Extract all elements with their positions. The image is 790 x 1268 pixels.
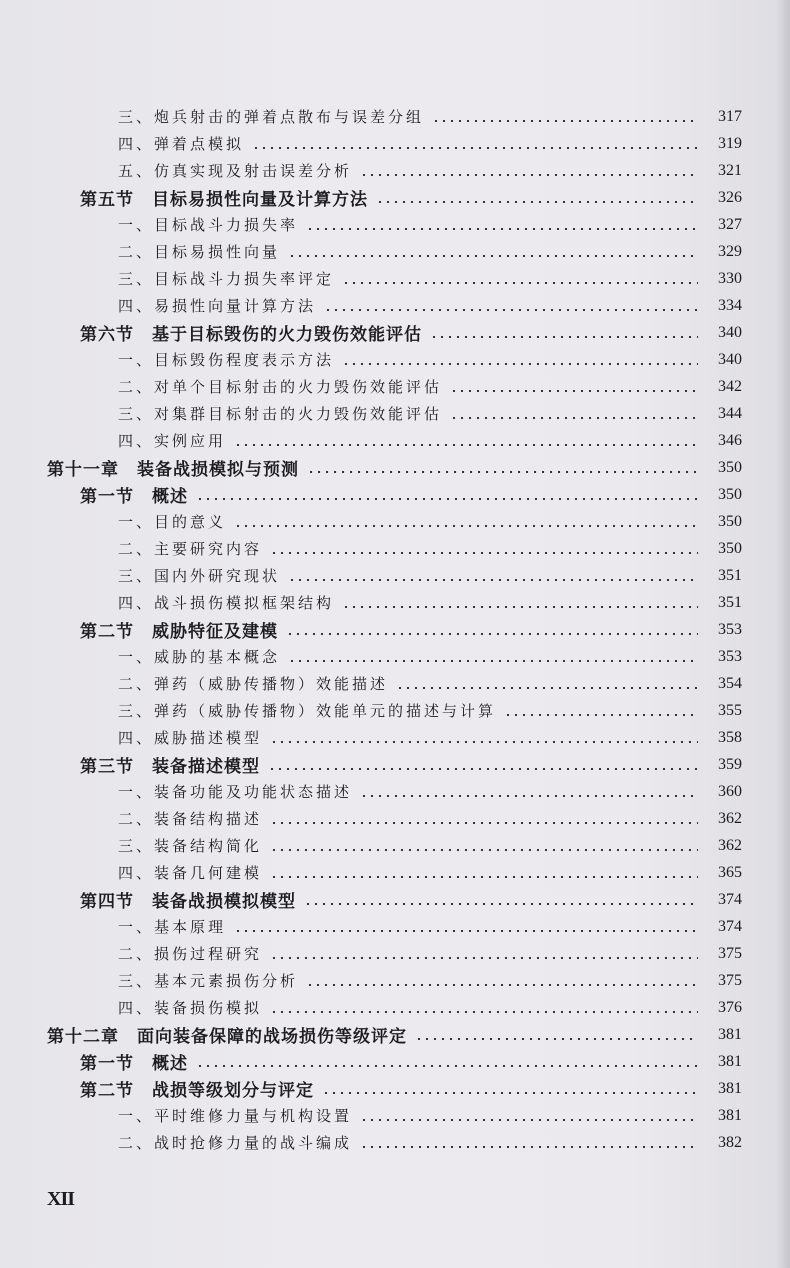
toc-subsection-entry bbox=[0, 535, 790, 562]
leader-dots bbox=[252, 147, 698, 149]
leader-dots bbox=[307, 471, 698, 473]
toc-subsection-entry bbox=[0, 913, 790, 940]
toc-page-number: 375 bbox=[718, 971, 742, 989]
leader-dots bbox=[396, 687, 698, 689]
toc-page-number: 334 bbox=[718, 296, 742, 314]
toc-subsection-entry bbox=[0, 1129, 790, 1156]
toc-page-number: 359 bbox=[718, 755, 742, 773]
leader-dots bbox=[360, 1146, 698, 1148]
toc-subsection-entry bbox=[0, 373, 790, 400]
toc-subsection-entry bbox=[0, 346, 790, 373]
toc-entry-title: 二、对单个目标射击的火力毁伤效能评估 bbox=[118, 378, 443, 396]
toc-page-number: 374 bbox=[718, 890, 742, 908]
toc-page-number: 351 bbox=[718, 593, 742, 611]
toc-page-number: 321 bbox=[718, 161, 742, 179]
leader-dots bbox=[360, 174, 698, 176]
toc-entry-title: 三、国内外研究现状 bbox=[118, 567, 281, 585]
leader-dots bbox=[270, 957, 698, 959]
toc-entry-title: 第十一章 装备战损模拟与预测 bbox=[47, 460, 299, 480]
toc-subsection-entry bbox=[0, 967, 790, 994]
toc-page-number: 350 bbox=[718, 512, 742, 530]
toc-subsection-entry bbox=[0, 1102, 790, 1129]
leader-dots bbox=[430, 336, 698, 338]
toc-subsection-entry bbox=[0, 805, 790, 832]
toc-entry-title: 第六节 基于目标毁伤的火力毁伤效能评估 bbox=[80, 325, 422, 345]
toc-entry-title: 三、炮兵射击的弹着点散布与误差分组 bbox=[118, 108, 425, 126]
toc-entry-title: 三、弹药（威胁传播物）效能单元的描述与计算 bbox=[118, 702, 497, 720]
page-folio: XII bbox=[47, 1188, 75, 1210]
toc-subsection-entry bbox=[0, 292, 790, 319]
leader-dots bbox=[196, 1065, 698, 1067]
toc-subsection-entry bbox=[0, 562, 790, 589]
toc-entry-title: 三、目标战斗力损失率评定 bbox=[118, 270, 335, 288]
leader-dots bbox=[268, 768, 698, 770]
toc-entry-title: 二、主要研究内容 bbox=[118, 540, 263, 558]
leader-dots bbox=[342, 606, 698, 608]
toc-entry-title: 一、基本原理 bbox=[118, 918, 227, 936]
toc-entry-title: 第二节 战损等级划分与评定 bbox=[80, 1081, 314, 1101]
leader-dots bbox=[306, 228, 698, 230]
toc-entry-title: 四、装备几何建模 bbox=[118, 864, 263, 882]
toc-entry-title: 二、损伤过程研究 bbox=[118, 945, 263, 963]
toc-section-entry bbox=[0, 481, 790, 508]
leader-dots bbox=[270, 822, 698, 824]
leader-dots bbox=[270, 849, 698, 851]
toc-entry-title: 三、装备结构简化 bbox=[118, 837, 263, 855]
toc-page-number: 381 bbox=[718, 1052, 742, 1070]
toc-subsection-entry bbox=[0, 238, 790, 265]
toc-subsection-entry bbox=[0, 400, 790, 427]
toc-entry-title: 第四节 装备战损模拟模型 bbox=[80, 892, 296, 912]
toc-page-number: 362 bbox=[718, 809, 742, 827]
toc-entry-title: 二、目标易损性向量 bbox=[118, 243, 281, 261]
leader-dots bbox=[270, 1011, 698, 1013]
toc-section-entry bbox=[0, 184, 790, 211]
toc-entry-title: 二、战时抢修力量的战斗编成 bbox=[118, 1134, 353, 1152]
toc-page-number: 355 bbox=[718, 701, 742, 719]
toc-subsection-entry bbox=[0, 724, 790, 751]
toc-subsection-entry bbox=[0, 994, 790, 1021]
toc-section-entry bbox=[0, 1048, 790, 1075]
toc-subsection-entry bbox=[0, 265, 790, 292]
toc-subsection-entry bbox=[0, 670, 790, 697]
toc-page-number: 353 bbox=[718, 620, 742, 638]
leader-dots bbox=[288, 660, 698, 662]
toc-page-number: 353 bbox=[718, 647, 742, 665]
toc-subsection-entry bbox=[0, 508, 790, 535]
toc-chapter-entry bbox=[0, 454, 790, 481]
leader-dots bbox=[450, 417, 698, 419]
toc-entry-title: 第一节 概述 bbox=[80, 1054, 188, 1074]
toc-subsection-entry bbox=[0, 832, 790, 859]
toc-section-entry bbox=[0, 886, 790, 913]
toc-subsection-entry bbox=[0, 157, 790, 184]
toc-page-number: 327 bbox=[718, 215, 742, 233]
toc-entry-title: 第一节 概述 bbox=[80, 487, 188, 507]
leader-dots bbox=[234, 525, 698, 527]
leader-dots bbox=[234, 444, 698, 446]
leader-dots bbox=[432, 120, 698, 122]
toc-page-number: 374 bbox=[718, 917, 742, 935]
toc-page-number: 319 bbox=[718, 134, 742, 152]
toc-page-number: 350 bbox=[718, 539, 742, 557]
leader-dots bbox=[360, 1119, 698, 1121]
toc-subsection-entry bbox=[0, 940, 790, 967]
toc-entry-title: 第二节 威胁特征及建模 bbox=[80, 622, 278, 642]
toc-page-number: 360 bbox=[718, 782, 742, 800]
toc-entry-title: 第五节 目标易损性向量及计算方法 bbox=[80, 190, 368, 210]
toc-entry-title: 一、威胁的基本概念 bbox=[118, 648, 281, 666]
toc-page-number: 375 bbox=[718, 944, 742, 962]
toc-entry-title: 第十二章 面向装备保障的战场损伤等级评定 bbox=[47, 1027, 407, 1047]
toc-entry-title: 二、装备结构描述 bbox=[118, 810, 263, 828]
toc-subsection-entry bbox=[0, 697, 790, 724]
toc-subsection-entry bbox=[0, 778, 790, 805]
leader-dots bbox=[324, 309, 698, 311]
leader-dots bbox=[288, 255, 698, 257]
toc-page-number: 340 bbox=[718, 350, 742, 368]
toc-section-entry bbox=[0, 616, 790, 643]
toc-page-number: 376 bbox=[718, 998, 742, 1016]
toc-page-number: 329 bbox=[718, 242, 742, 260]
toc-entry-title: 一、目标毁伤程度表示方法 bbox=[118, 351, 335, 369]
toc-page-number: 317 bbox=[718, 107, 742, 125]
toc-entry-title: 一、目标战斗力损失率 bbox=[118, 216, 299, 234]
toc-page-number: 351 bbox=[718, 566, 742, 584]
toc-entry-title: 四、装备损伤模拟 bbox=[118, 999, 263, 1017]
leader-dots bbox=[304, 903, 698, 905]
toc-subsection-entry bbox=[0, 859, 790, 886]
toc-chapter-entry bbox=[0, 1021, 790, 1048]
leader-dots bbox=[342, 282, 698, 284]
leader-dots bbox=[360, 795, 698, 797]
toc-entry-title: 四、易损性向量计算方法 bbox=[118, 297, 317, 315]
toc-entry-title: 一、目的意义 bbox=[118, 513, 227, 531]
toc-entry-title: 一、装备功能及功能状态描述 bbox=[118, 783, 353, 801]
leader-dots bbox=[234, 930, 698, 932]
toc-page-number: 346 bbox=[718, 431, 742, 449]
toc-subsection-entry bbox=[0, 211, 790, 238]
toc-page-number: 340 bbox=[718, 323, 742, 341]
toc-entry-title: 四、威胁描述模型 bbox=[118, 729, 263, 747]
toc-page-number: 350 bbox=[718, 458, 742, 476]
toc-entry-title: 第三节 装备描述模型 bbox=[80, 757, 260, 777]
toc-entry-title: 四、实例应用 bbox=[118, 432, 227, 450]
toc-subsection-entry bbox=[0, 643, 790, 670]
toc-entry-title: 一、平时维修力量与机构设置 bbox=[118, 1107, 353, 1125]
toc-entry-title: 三、对集群目标射击的火力毁伤效能评估 bbox=[118, 405, 443, 423]
table-of-contents bbox=[0, 103, 790, 1156]
leader-dots bbox=[196, 498, 698, 500]
leader-dots bbox=[450, 390, 698, 392]
toc-entry-title: 二、弹药（威胁传播物）效能描述 bbox=[118, 675, 389, 693]
toc-page-number: 381 bbox=[718, 1106, 742, 1124]
toc-subsection-entry bbox=[0, 103, 790, 130]
leader-dots bbox=[322, 1092, 698, 1094]
leader-dots bbox=[376, 201, 698, 203]
toc-section-entry bbox=[0, 319, 790, 346]
leader-dots bbox=[306, 984, 698, 986]
leader-dots bbox=[342, 363, 698, 365]
leader-dots bbox=[504, 714, 698, 716]
leader-dots bbox=[270, 741, 698, 743]
page-edge-shadow bbox=[776, 0, 790, 1268]
toc-page-number: 330 bbox=[718, 269, 742, 287]
toc-subsection-entry bbox=[0, 427, 790, 454]
toc-section-entry bbox=[0, 1075, 790, 1102]
toc-page-number: 381 bbox=[718, 1079, 742, 1097]
toc-page-number: 326 bbox=[718, 188, 742, 206]
leader-dots bbox=[415, 1038, 698, 1040]
toc-entry-title: 三、基本元素损伤分析 bbox=[118, 972, 299, 990]
leader-dots bbox=[288, 579, 698, 581]
toc-subsection-entry bbox=[0, 589, 790, 616]
toc-page-number: 362 bbox=[718, 836, 742, 854]
toc-entry-title: 四、战斗损伤模拟框架结构 bbox=[118, 594, 335, 612]
toc-page-number: 381 bbox=[718, 1025, 742, 1043]
toc-entry-title: 五、仿真实现及射击误差分析 bbox=[118, 162, 353, 180]
toc-page-number: 358 bbox=[718, 728, 742, 746]
toc-entry-title: 四、弹着点模拟 bbox=[118, 135, 245, 153]
toc-section-entry bbox=[0, 751, 790, 778]
toc-subsection-entry bbox=[0, 130, 790, 157]
toc-page-number: 354 bbox=[718, 674, 742, 692]
toc-page-number: 342 bbox=[718, 377, 742, 395]
toc-page-number: 350 bbox=[718, 485, 742, 503]
leader-dots bbox=[270, 876, 698, 878]
leader-dots bbox=[286, 633, 698, 635]
toc-page-number: 344 bbox=[718, 404, 742, 422]
leader-dots bbox=[270, 552, 698, 554]
toc-page-number: 382 bbox=[718, 1133, 742, 1151]
toc-page-number: 365 bbox=[718, 863, 742, 881]
